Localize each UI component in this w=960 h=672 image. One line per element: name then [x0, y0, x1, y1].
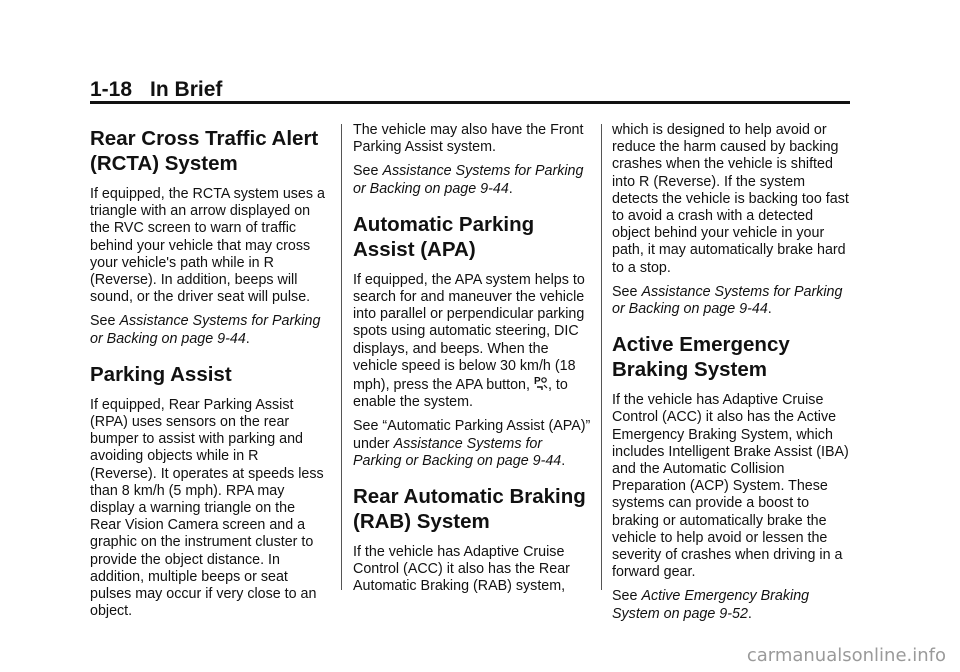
- heading-rcta: Rear Cross Traffic Alert (RCTA) System: [90, 127, 319, 175]
- paragraph-reference: See Assistance Systems for Parking or Backing on page 9-44.: [90, 313, 321, 347]
- heading-apa: Automatic Parking Assist (APA): [353, 212, 535, 261]
- paragraph: If the vehicle has Adaptive Cruise Control (ACC) it also has the Active Emergency Braking System, which includes Intelligent Brake Assist (IBA) and the Automatic Collision Preparation (ACP) System. These systems can provide a boost to braking or automatically brake the vehicle to help avoid or lessen the severity of crashes when driving in a forward gear.: [612, 392, 849, 581]
- column-3: [612, 122, 850, 630]
- paragraph: which is designed to help avoid or reduce the harm caused by backing crashes when the vehicle is shifted into R (Reverse). If the system detects the vehicle is backing too fast to avoid a crash with a detected object behind your vehicle in your path, it may automatically brake hard to a stop.: [612, 122, 849, 276]
- paragraph-reference: See “Automatic Parking Assist (APA)” under Assistance Systems for Parking or Backing on page 9-44.: [353, 418, 591, 469]
- paragraph: If equipped, the RCTA system uses a triangle with an arrow displayed on the RVC screen to warn of traffic behind your vehicle that may cross your vehicle's path while in R (Reverse). In addition, beeps will sound, or the driver seat will pulse.: [90, 186, 325, 306]
- cross-reference-link[interactable]: Active Emergency Braking System on page 9-52: [612, 588, 810, 622]
- cross-reference-link[interactable]: Assistance Systems for Parking or Backing on page 9-44: [612, 283, 843, 318]
- page-header: [90, 78, 222, 102]
- cross-reference-link[interactable]: Assistance Systems for Parking or Backing on page 9-44: [353, 163, 584, 197]
- heading-parking-assist: Parking Assist: [90, 362, 232, 386]
- column-divider: [601, 124, 602, 590]
- page-number: 1-18: [90, 78, 133, 101]
- section-title: In Brief: [150, 78, 223, 101]
- cross-reference-link[interactable]: Assistance Systems for Parking or Backing on page 9-44: [353, 435, 562, 469]
- paragraph: If the vehicle has Adaptive Cruise Control (ACC) it also has the Rear Automatic Braking (RAB) system,: [353, 544, 570, 595]
- column-divider: [341, 124, 342, 590]
- paragraph-reference: See Assistance Systems for Parking or Backing on page 9-44.: [612, 283, 843, 318]
- paragraph: The vehicle may also have the Front Parking Assist system.: [353, 122, 584, 156]
- column-2: [353, 122, 591, 603]
- parking-assist-icon: [534, 375, 548, 391]
- heading-rab: Rear Automatic Braking (RAB) System: [353, 485, 586, 534]
- paragraph-reference: See Active Emergency Braking System on page 9-52.: [612, 588, 810, 622]
- heading-aeb: Active Emergency Braking System: [612, 333, 790, 382]
- column-1: [90, 122, 328, 627]
- cross-reference-link[interactable]: Assistance Systems for Parking or Backing on page 9-44: [90, 313, 321, 347]
- header-rule: [90, 101, 850, 104]
- paragraph-reference: See Assistance Systems for Parking or Backing on page 9-44.: [353, 163, 584, 197]
- svg-text:P: P: [533, 376, 541, 388]
- paragraph: If equipped, Rear Parking Assist (RPA) uses sensors on the rear bumper to assist with parking and avoiding objects while in R (Reverse). It operates at speeds less than 8 km/h (5 mph). RPA may display a warning triangle on the Rear Vision Camera screen and a graphic on the instrument cluster to provide the object distance. In addition, multiple beeps or seat pulses may occur if very close to an object.: [90, 396, 324, 620]
- watermark: carmanualsonline.info: [746, 645, 946, 666]
- paragraph: If equipped, the APA system helps to search for and maneuver the vehicle into parallel or perpendicular parking spots using automatic steering, DIC displays, and beeps. When the vehicle speed is below 30 km/h (18 mph), press the APA button, P , to enable the system.: [353, 271, 585, 411]
